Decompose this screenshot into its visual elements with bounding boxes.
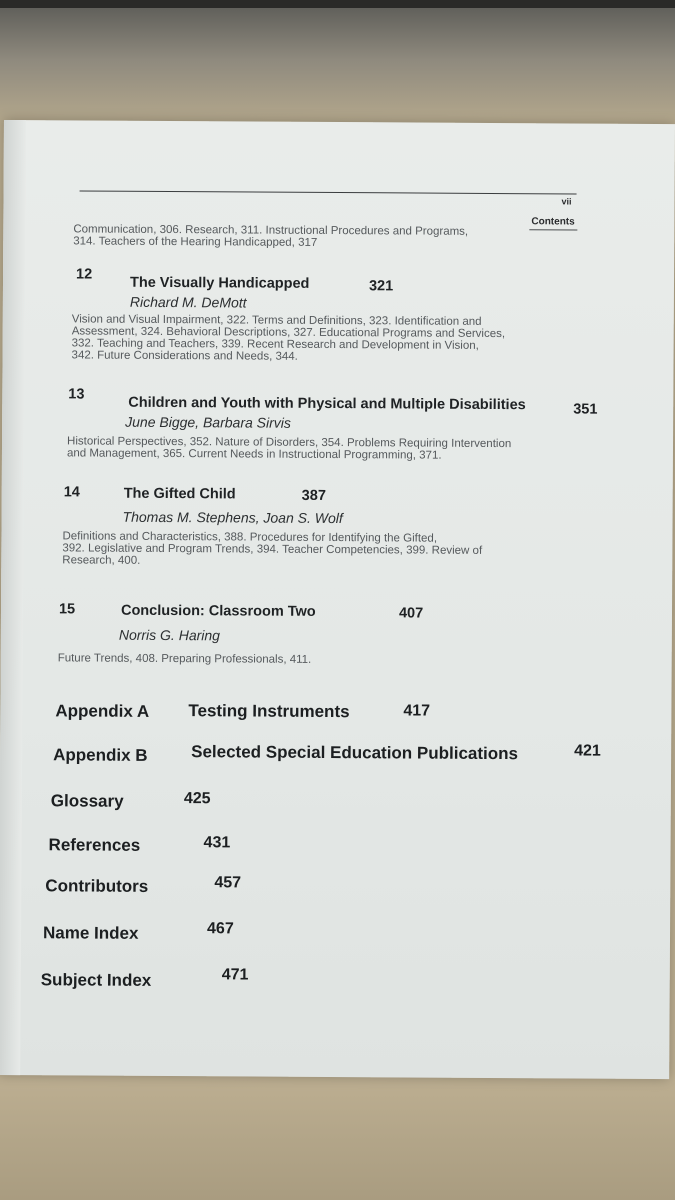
chapter-page: 387 — [301, 487, 326, 504]
appendix-page: 421 — [574, 742, 601, 760]
backmatter-page: 471 — [221, 966, 249, 984]
chapter-topics-line: 332. Teaching and Teachers, 339. Recent Research and Development in Vision, — [71, 337, 479, 352]
running-head: Contents — [531, 216, 575, 228]
backmatter-label: Name Index — [42, 923, 139, 943]
carryover-line: Communication, 306. Research, 311. Instructional Procedures and Programs, — [73, 223, 469, 238]
backmatter-label: Glossary — [50, 791, 124, 811]
chapter-author: Thomas M. Stephens, Joan S. Wolf — [122, 508, 343, 527]
book-page — [0, 120, 675, 1079]
chapter-author: Norris G. Haring — [118, 626, 221, 644]
chapter-title: The Visually Handicapped — [129, 274, 310, 292]
background-strip — [0, 0, 675, 8]
chapter-topics-line: Historical Perspectives, 352. Nature of Disorders, 354. Problems Requiring Intervention — [67, 435, 512, 451]
appendix-label: Appendix B — [53, 745, 148, 765]
chapter-topics-line: 392. Legislative and Program Trends, 394. Teacher Competencies, 399. Review of — [62, 542, 483, 557]
backmatter-label: Contributors — [45, 876, 149, 896]
backmatter-page: 457 — [214, 874, 242, 892]
chapter-page: 321 — [368, 278, 394, 295]
backmatter-label: Subject Index — [40, 970, 152, 990]
backmatter-page: 467 — [207, 920, 234, 938]
appendix-label: Appendix A — [55, 701, 150, 721]
appendix-page: 417 — [403, 702, 431, 720]
backmatter-label: References — [48, 835, 141, 855]
chapter-topics-line: Definitions and Characteristics, 388. Procedures for Identifying the Gifted, — [62, 530, 438, 545]
header-rule — [80, 190, 577, 194]
page-fold — [0, 120, 26, 1075]
chapter-number: 14 — [63, 484, 80, 501]
chapter-title: The Gifted Child — [123, 485, 236, 503]
carryover-line: 314. Teachers of the Hearing Handicapped, 317 — [73, 235, 318, 249]
chapter-page: 407 — [398, 605, 424, 622]
chapter-author: June Bigge, Barbara Sirvis — [125, 413, 291, 431]
chapter-author: Richard M. DeMott — [129, 293, 247, 311]
chapter-page: 351 — [573, 401, 598, 418]
backmatter-page: 431 — [203, 834, 231, 852]
chapter-number: 12 — [76, 266, 93, 283]
chapter-topics-line: and Management, 365. Current Needs in Instructional Programming, 371. — [66, 447, 442, 462]
chapter-topics-line: Future Trends, 408. Preparing Professionals, 411. — [57, 652, 312, 666]
chapter-number: 13 — [68, 386, 85, 403]
chapter-title: Conclusion: Classroom Two — [120, 602, 316, 620]
appendix-title: Testing Instruments — [188, 701, 350, 722]
chapter-topics-line: Vision and Visual Impairment, 322. Terms and Definitions, 323. Identification and — [71, 313, 482, 328]
chapter-topics-line: Assessment, 324. Behavioral Descriptions, 327. Educational Programs and Services, — [71, 325, 506, 341]
backmatter-page: 425 — [183, 790, 211, 808]
chapter-number: 15 — [58, 601, 76, 618]
chapter-topics-line: 342. Future Considerations and Needs, 344. — [71, 349, 298, 363]
page-folio: vii — [561, 196, 572, 207]
appendix-title: Selected Special Education Publications — [191, 742, 519, 764]
chapter-title: Children and Youth with Physical and Multiple Disabilities — [128, 394, 526, 414]
chapter-topics-line: Research, 400. — [62, 554, 141, 567]
running-head-underline — [529, 229, 577, 230]
